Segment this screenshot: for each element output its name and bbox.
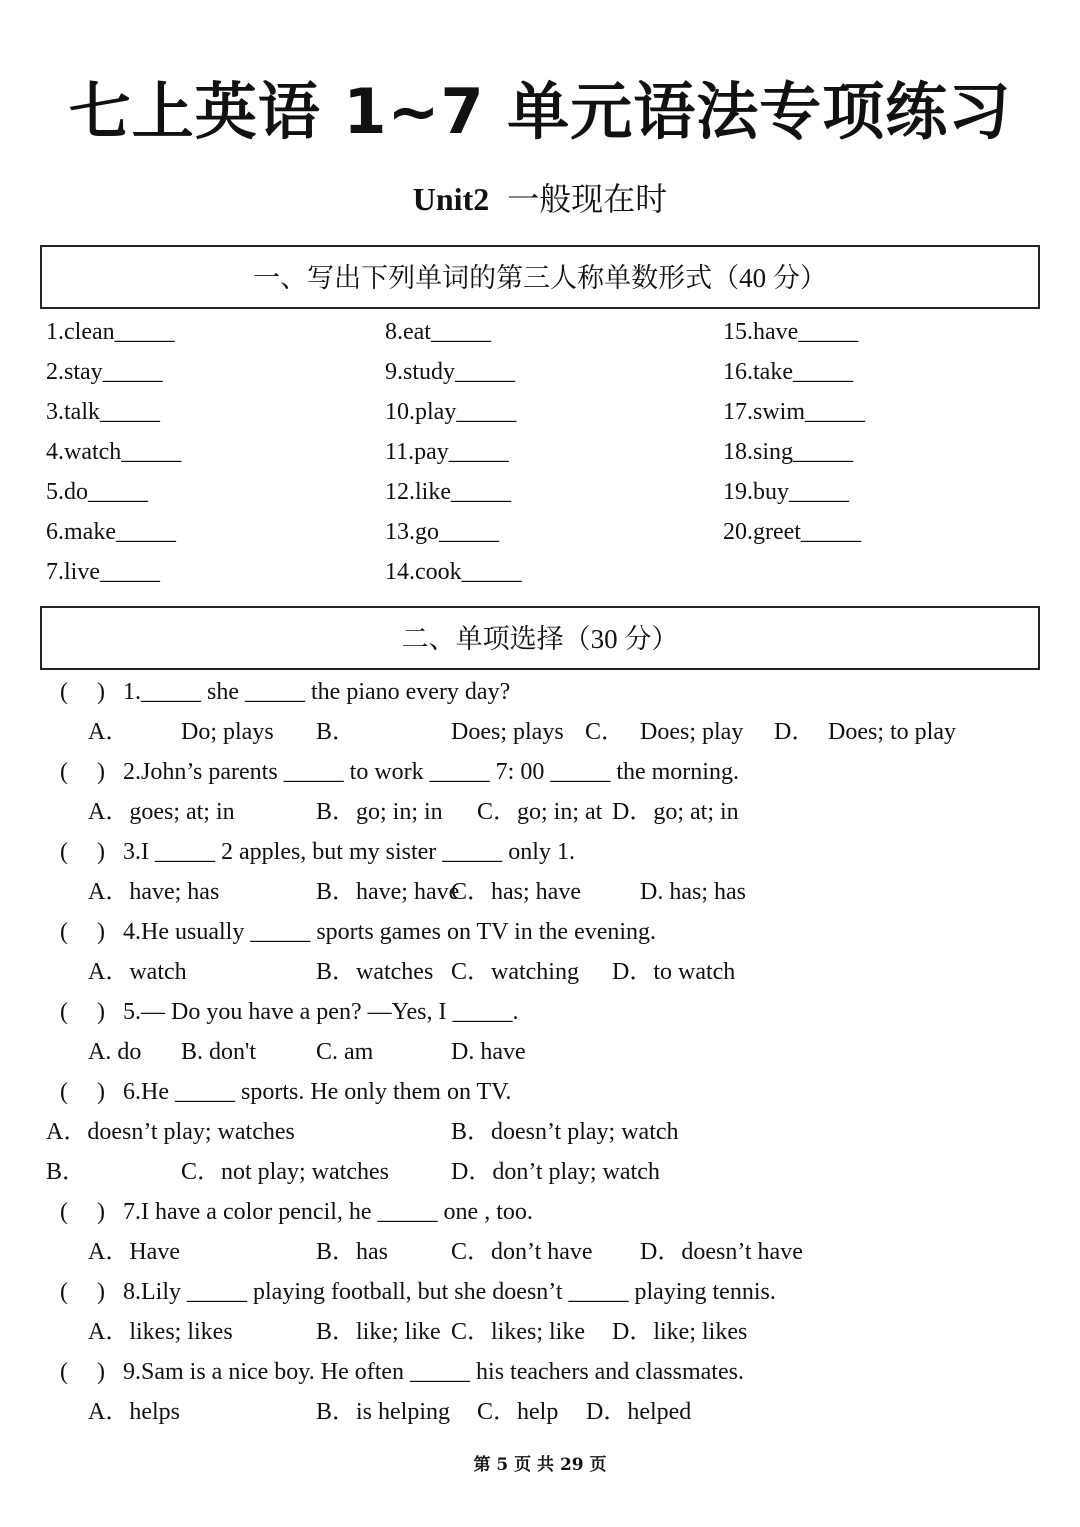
answer-option: A．Have (88, 1239, 180, 1265)
question-stem: 8.Lily _____ playing football, but she doesn’t _____ playing tennis. (123, 1279, 776, 1305)
answer-paren-close: ) (97, 1279, 105, 1305)
word-item: 10.play_____ (385, 399, 517, 425)
answer-paren-close: ) (97, 679, 105, 705)
unit-label: Unit2 (412, 181, 490, 217)
answer-option: B．have; have (316, 879, 460, 905)
answer-option: B. don't (181, 1039, 256, 1065)
answer-option: C．go; in; at (477, 799, 603, 825)
answer-paren-open: ( (60, 679, 68, 705)
word-item: 6.make_____ (46, 519, 176, 545)
word-item: 7.live_____ (46, 559, 160, 585)
question-stem: 7.I have a color pencil, he _____ one , too. (123, 1199, 533, 1225)
word-item: 17.swim_____ (723, 399, 866, 425)
question-stem: 5.— Do you have a pen? —Yes, I _____. (123, 999, 519, 1025)
answer-option: Does; play (640, 719, 744, 745)
answer-option: Do; plays (181, 719, 274, 745)
word-item: 3.talk_____ (46, 399, 160, 425)
answer-option: A． (88, 719, 130, 745)
answer-option: C．not play; watches (181, 1159, 389, 1185)
word-item: 15.have_____ (723, 319, 859, 345)
answer-option: D．to watch (612, 959, 736, 985)
word-item: 12.like_____ (385, 479, 511, 505)
answer-option: D．doesn’t have (640, 1239, 803, 1265)
word-item: 4.watch_____ (46, 439, 182, 465)
word-item: 2.stay_____ (46, 359, 163, 385)
section2-heading: 二、单项选择（30 分） (40, 606, 1040, 670)
unit-topic: 一般现在时 (507, 181, 668, 217)
answer-option: C．help (477, 1399, 559, 1425)
answer-paren-close: ) (97, 919, 105, 945)
answer-option: B．watches (316, 959, 434, 985)
word-item: 16.take_____ (723, 359, 853, 385)
answer-option: A．likes; likes (88, 1319, 233, 1345)
word-item: 20.greet_____ (723, 519, 861, 545)
answer-option: B．like; like (316, 1319, 441, 1345)
answer-option: Does; plays (451, 719, 564, 745)
page-footer: 第 5 页 共 29 页 (473, 1455, 607, 1475)
answer-option: B． (46, 1159, 87, 1185)
question-stem: 4.He usually _____ sports games on TV in the evening. (123, 919, 657, 945)
answer-paren-close: ) (97, 999, 105, 1025)
answer-paren-open: ( (60, 839, 68, 865)
question-stem: 1._____ she _____ the piano every day? (123, 679, 511, 705)
answer-option: B． (316, 719, 357, 745)
answer-paren-close: ) (97, 1359, 105, 1385)
answer-option: B．doesn’t play; watch (451, 1119, 679, 1145)
answer-option: C．watching (451, 959, 579, 985)
answer-paren-close: ) (97, 839, 105, 865)
answer-option: A．doesn’t play; watches (46, 1119, 295, 1145)
word-item: 18.sing_____ (723, 439, 854, 465)
question-stem: 6.He _____ sports. He only them on TV. (123, 1079, 512, 1105)
word-item: 1.clean_____ (46, 319, 175, 345)
answer-option: D．don’t play; watch (451, 1159, 660, 1185)
answer-option: Does; to play (828, 719, 956, 745)
answer-paren-close: ) (97, 759, 105, 785)
answer-option: C．don’t have (451, 1239, 593, 1265)
answer-option: C. am (316, 1039, 374, 1065)
word-item: 5.do_____ (46, 479, 148, 505)
word-item: 9.study_____ (385, 359, 516, 385)
word-item: 8.eat_____ (385, 319, 491, 345)
question-stem: 9.Sam is a nice boy. He often _____ his teachers and classmates. (123, 1359, 744, 1385)
answer-paren-close: ) (97, 1079, 105, 1105)
answer-paren-open: ( (60, 1079, 68, 1105)
answer-option: B．is helping (316, 1399, 451, 1425)
unit-subtitle (0, 174, 1080, 220)
answer-option: B．has (316, 1239, 388, 1265)
answer-option: D. have (451, 1039, 526, 1065)
word-item: 19.buy_____ (723, 479, 849, 505)
question-stem: 2.John’s parents _____ to work _____ 7: 00 _____ the morning. (123, 759, 739, 785)
answer-option: B．go; in; in (316, 799, 443, 825)
section1-heading: 一、写出下列单词的第三人称单数形式（40 分） (40, 245, 1040, 309)
answer-option: A．have; has (88, 879, 220, 905)
answer-paren-open: ( (60, 1199, 68, 1225)
answer-option: A．watch (88, 959, 187, 985)
answer-option: A. do (88, 1039, 142, 1065)
word-item: 13.go_____ (385, 519, 499, 545)
answer-option: C．likes; like (451, 1319, 585, 1345)
answer-option: A．goes; at; in (88, 799, 235, 825)
answer-paren-open: ( (60, 1359, 68, 1385)
answer-option: A．helps (88, 1399, 180, 1425)
word-item: 11.pay_____ (385, 439, 509, 465)
answer-option: D．helped (586, 1399, 692, 1425)
answer-paren-open: ( (60, 1279, 68, 1305)
page-title: 七上英语 1~7 单元语法专项练习 (68, 75, 1012, 148)
answer-option: C．has; have (451, 879, 581, 905)
answer-option: D. has; has (640, 879, 746, 905)
answer-option: D．go; at; in (612, 799, 739, 825)
answer-paren-open: ( (60, 919, 68, 945)
question-stem: 3.I _____ 2 apples, but my sister _____ only 1. (123, 839, 575, 865)
answer-option: D．like; likes (612, 1319, 748, 1345)
answer-paren-open: ( (60, 999, 68, 1025)
answer-paren-close: ) (97, 1199, 105, 1225)
answer-option: D． (774, 719, 816, 745)
answer-option: C． (585, 719, 626, 745)
answer-paren-open: ( (60, 759, 68, 785)
word-item: 14.cook_____ (385, 559, 522, 585)
